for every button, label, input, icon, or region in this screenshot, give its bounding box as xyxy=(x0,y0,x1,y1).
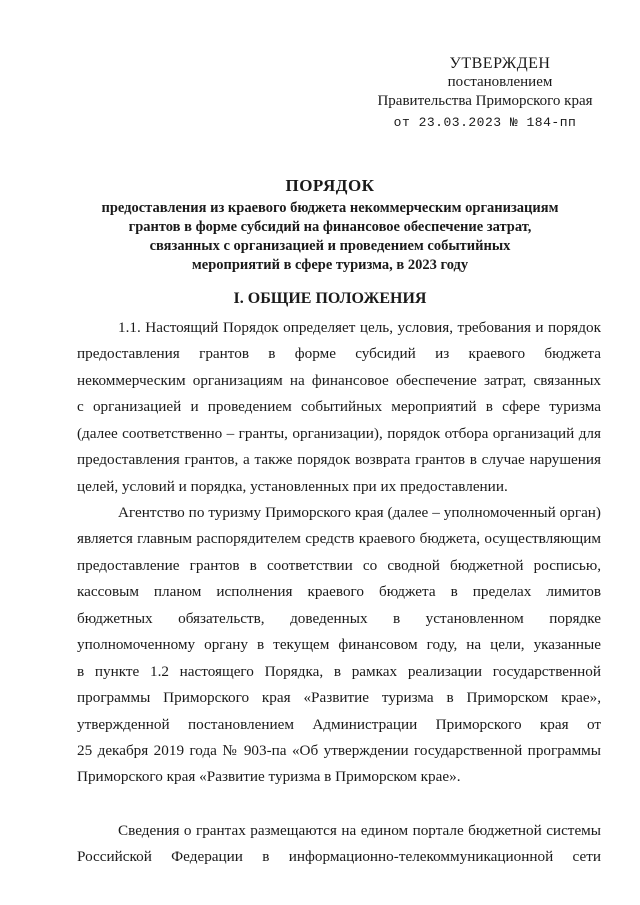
body-line: 25 декабря 2019 года № 903-па «Об утверждении государственной программы xyxy=(77,742,601,759)
body-line: с организацией и проведением событийных мероприятий в сфере туризма xyxy=(77,398,601,415)
body-line: программы Приморского края «Развитие туризма в Приморском крае», xyxy=(77,689,601,706)
body-line: Сведения о грантах размещаются на едином портале бюджетной системы xyxy=(118,822,601,839)
approval-date-number: от 23.03.2023 № 184-пп xyxy=(393,115,577,130)
body-line: некоммерческим организациям на финансовое обеспечение затрат, связанных xyxy=(77,372,601,389)
subtitle-line-4: мероприятий в сфере туризма, в 2023 году xyxy=(191,257,469,273)
body-line: является главным распорядителем средств краевого бюджета, осуществляющим xyxy=(77,530,601,547)
approval-title: УТВЕРЖДЕН xyxy=(449,55,551,72)
body-line: уполномоченному органу в текущем финансовом году, на цели, указанные xyxy=(77,636,601,653)
approval-line-2: постановлением xyxy=(447,74,553,90)
subtitle-line-1: предоставления из краевого бюджета некоммерческим организациям xyxy=(101,200,559,216)
approval-stamp xyxy=(360,54,610,132)
body-line: 1.1. Настоящий Порядок определяет цель, условия, требования и порядок xyxy=(118,319,601,336)
subtitle-line-2: грантов в форме субсидий на финансовое обеспечение затрат, xyxy=(128,219,532,235)
section-heading: I. ОБЩИЕ ПОЛОЖЕНИЯ xyxy=(233,290,427,307)
subtitle-line-3: связанных с организацией и проведением событийных xyxy=(149,238,511,254)
body-line: Агентство по туризму Приморского края (далее – уполномоченный орган) xyxy=(118,504,601,521)
body-line: целей, условий и порядка, установленных при их предоставлении. xyxy=(77,478,508,495)
document-title: ПОРЯДОК xyxy=(285,176,375,195)
body-line: предоставление грантов в соответствии со сводной бюджетной росписью, xyxy=(77,557,601,574)
body-line: предоставления грантов в форме субсидий из краевого бюджета xyxy=(77,345,601,362)
body-line: Российской Федерации в информационно-телекоммуникационной сети xyxy=(77,848,601,865)
body-line: Приморского края «Развитие туризма в Приморском крае». xyxy=(77,768,461,785)
body-line: кассовым планом исполнения краевого бюджета в пределах лимитов xyxy=(77,583,601,600)
body-line: в пункте 1.2 настоящего Порядка, в рамках реализации государственной xyxy=(77,663,601,680)
approval-line-3: Правительства Приморского края xyxy=(377,93,593,109)
body-line: бюджетных обязательств, доведенных в установленном порядке xyxy=(77,610,601,627)
body-line: утвержденной постановлением Администрации Приморского края от xyxy=(77,716,601,733)
body-line: (далее соответственно – гранты, организации), порядок отбора организаций для xyxy=(77,425,601,442)
body-line: предоставления грантов, а также порядок возврата грантов в случае нарушения xyxy=(77,451,601,468)
document-subtitle xyxy=(60,199,600,275)
